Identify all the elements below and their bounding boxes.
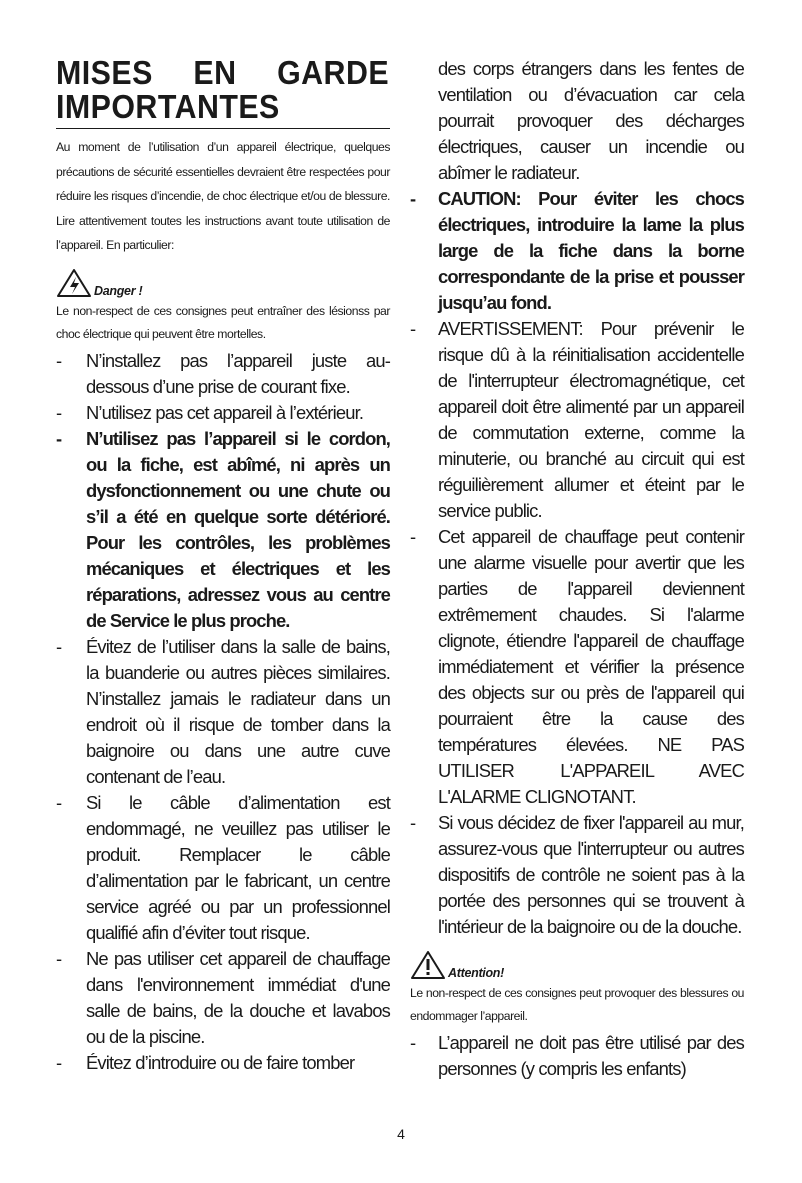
list-item: - Ne pas utiliser cet appareil de chauffage dans l'environnement immédiat d'une salle de bains, de la douche et lavabos ou de la piscine.	[56, 947, 390, 1047]
danger-label: Danger !	[94, 283, 143, 298]
list-item: - Cet appareil de chauffage peut contenir une alarme visuelle pour avertir que les parties de l'appareil deviennent extrêmement chaudes. Si l'alarme clignote, étiendre l'appareil de chauffage immédiatement et vérifier la présence des objects sur ou près de l'appareil qui pourraient être la cause des températures élevées. NE PAS UTILISER L'APPAREIL AVEC L'ALARME CLIGNOTANT.	[410, 526, 744, 807]
bullet-dash: -	[410, 188, 416, 209]
list-item: - L’appareil ne doit pas être utilisé par des personnes (y compris les enfants)	[410, 1032, 744, 1079]
list-item: - Si le câble d’alimentation est endommagé, ne veuillez pas utiliser le produit. Remplacer le câble d’alimentation par le fabricant, un centre service agréé ou par un professionnel qualifié afin d’éviter tout risque.	[56, 791, 390, 943]
list-item: - AVERTISSEMENT: Pour prévenir le risque dû à la réinitialisation accidentelle de l'interrupteur électromagnétique, cet appareil doit être alimenté par un appareil de commutation externe, comme la minuterie, ou branché au circuit qui est réguilièrement allumer et éteint par le service public.	[410, 318, 744, 521]
bullet-dash: -	[56, 635, 62, 657]
bullet-dash: -	[56, 427, 62, 449]
bullet-dash: -	[410, 1032, 416, 1053]
attention-text: Le non-respect de ces consignes peut provoquer des blessures ou endommager l’appareil.	[410, 986, 744, 1023]
right-item-list	[410, 56, 744, 940]
list-item: - N’utilisez pas cet appareil à l’extérieur.	[56, 400, 390, 426]
bullet-dash: -	[56, 401, 62, 423]
right-column	[410, 56, 744, 1082]
list-item: - Si vous décidez de fixer l'appareil au mur, assurez-vous que l'interrupteur ou autres dispositifs de contrôle ne soient pas à la portée des personnes qui se trouvent à l'intérieur de la baignoire ou de la douche.	[410, 812, 744, 937]
danger-lightning-icon	[56, 268, 92, 298]
attention-heading	[410, 950, 744, 980]
attention-exclamation-icon	[410, 950, 446, 980]
bullet-dash: -	[56, 349, 62, 371]
title-line-1: MISES EN GARDE	[56, 54, 390, 91]
title-rule	[56, 128, 390, 129]
left-column	[56, 56, 390, 1076]
intro-paragraph: Au moment de l’utilisation d’un appareil électrique, quelques précautions de sécurité essentielles devraient être respectées pour réduire les risques d’incendie, de choc électrique et/ou de blessure. Lire attentivement toutes les instructions avant toute utilisation de l’appareil. En particulier:	[56, 140, 390, 252]
page-title	[56, 56, 389, 124]
list-item: - Évitez de l’utiliser dans la salle de bains, la buanderie ou autres pièces similaires. N’installez jamais le radiateur dans un endroit où il risque de tomber dans la baignoire ou dans une autre cuve contenant de l’eau.	[56, 635, 390, 787]
danger-heading	[56, 268, 390, 298]
bullet-dash: -	[56, 1051, 62, 1073]
danger-text: Le non-respect de ces consignes peut entraîner des lésionss par choc électrique qui peuvent être mortelles.	[56, 303, 390, 341]
list-item: - N’installez pas l’appareil juste au-dessous d’une prise de courant fixe.	[56, 349, 390, 397]
bullet-dash: -	[410, 526, 416, 547]
bullet-dash: -	[410, 812, 416, 833]
list-item-continuation: des corps étrangers dans les fentes de ventilation ou d’évacuation car cela pourrait provoquer des décharges électriques, causer un incendie ou abîmer le radiateur.	[438, 58, 744, 183]
bullet-dash: -	[410, 318, 416, 339]
bullet-dash: -	[56, 947, 62, 969]
right-item-list-2	[410, 1030, 744, 1082]
left-item-list	[56, 348, 390, 1076]
list-item: - Évitez d’introduire ou de faire tomber	[56, 1050, 390, 1076]
page-number: 4	[397, 1126, 405, 1142]
list-item: - N’utilisez pas l’appareil si le cordon, ou la fiche, est abîmé, ni après un dysfonctionnement ou une chute ou s’il a été en quelque sorte détérioré. Pour les contrôles, les problèmes mécaniques et électriques et les réparations, adressez vous au centre de Service le plus proche.	[56, 427, 390, 631]
attention-label: Attention!	[448, 966, 505, 980]
bullet-dash: -	[56, 791, 62, 813]
list-item: - CAUTION: Pour éviter les chocs électriques, introduire la lame la plus large de la fiche dans la borne correspondante de la prise et pousser jusqu’au fond.	[410, 188, 744, 313]
title-line-2: IMPORTANTES	[56, 88, 280, 125]
